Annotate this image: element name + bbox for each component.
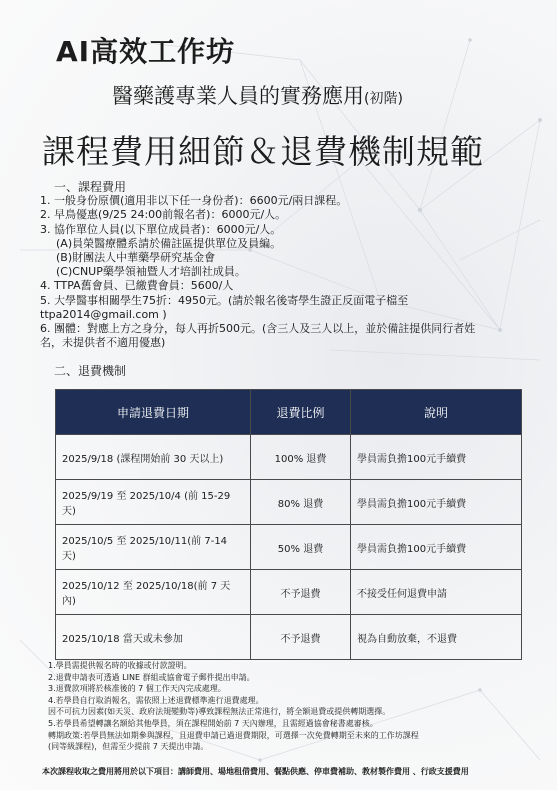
note-line: 2.退費申請表可透過 LINE 群組或協會電子郵件提出申請。 xyxy=(48,672,255,682)
fee-line: 2. 早鳥優惠(9/25 24:00前報名者)：6000元/人。 xyxy=(40,208,287,222)
refund-ratio: 不予退費 xyxy=(251,570,351,615)
note-line: 5.若學員希望轉讓名額給其他學員，須在課程開始前 7 天內辦理，且需經過協會秘書處審核。 xyxy=(48,718,378,728)
fee-line: 4. TTPA舊會員、已繳費會員：5600/人 xyxy=(40,279,234,293)
refund-table xyxy=(55,389,522,660)
fee-line: 6. 團體：對應上方之身分，每人再折500元。(含三人及三人以上，並於備註提供同行者姓 xyxy=(40,322,476,336)
note-line: 因不可抗力因素(如天災、政府法規變動等)導致課程無法正常進行，將全額退費或提供轉期選擇。 xyxy=(48,707,391,717)
fee-line: (A)員榮醫療體系請於備註區提供單位及員編。 xyxy=(56,236,282,250)
refund-note: 學員需負擔100元手續費 xyxy=(351,480,522,525)
subtitle-text: 醫藥護專業人員的實務應用 xyxy=(112,84,364,108)
refund-note: 學員需負擔100元手續費 xyxy=(351,435,522,480)
refund-note: 視為自動放棄，不退費 xyxy=(351,615,522,660)
column-header: 退費比例 xyxy=(251,390,351,435)
refund-note: 學員需負擔100元手續費 xyxy=(351,525,522,570)
refund-heading: 二、退費機制 xyxy=(54,364,127,378)
table-header-row xyxy=(56,390,522,435)
refund-date: 2025/9/19 至 2025/10/4 (前 15-29 天) xyxy=(56,480,251,525)
refund-note: 不接受任何退費申請 xyxy=(351,570,522,615)
table-row xyxy=(56,615,522,660)
fee-line: (C)CNUP藥學領袖暨人才培訓社成員。 xyxy=(56,265,246,279)
refund-ratio: 50% 退費 xyxy=(251,525,351,570)
column-header: 申請退費日期 xyxy=(56,390,251,435)
fees-section xyxy=(40,180,530,350)
refund-ratio: 100% 退費 xyxy=(251,435,351,480)
refund-date: 2025/10/18 當天或未參加 xyxy=(56,615,251,660)
fee-line: ttpa2014@gmail.com ) xyxy=(40,307,167,321)
fee-line: 5. 大學醫事相關學生75折：4950元。(請於報名後寄學生證正反面電子檔至 xyxy=(40,293,409,307)
fee-line: 1. 一般身份原價(適用非以下任一身份者)：6600元/兩日課程。 xyxy=(40,194,348,208)
table-row xyxy=(56,480,522,525)
note-line: (同等級課程)，但需至少提前 7 天提出申請。 xyxy=(48,742,209,752)
footer-note: 本次課程收取之費用將用於以下項目：講師費用、場地租借費用、餐點供應、停車費補助、教材製作費用 、行政支援費用 xyxy=(42,767,469,776)
refund-ratio: 不予退費 xyxy=(251,615,351,660)
page-title: 課程費用細節＆退費機制規範 xyxy=(42,132,484,171)
level-label: (初階) xyxy=(364,91,403,107)
fees-heading: 一、課程費用 xyxy=(54,180,127,194)
notes-section xyxy=(48,660,548,753)
workshop-subtitle xyxy=(112,80,403,110)
column-header: 說明 xyxy=(351,390,522,435)
fee-line: (B)財團法人中華藥學研究基金會 xyxy=(56,251,216,265)
refund-date: 2025/10/12 至 2025/10/18(前 7 天內) xyxy=(56,570,251,615)
note-line: 1.學員需提供報名時的收據或付款證明。 xyxy=(48,661,192,670)
fee-line: 名，未提供者不適用優惠) xyxy=(40,336,166,350)
note-line: 轉期政策:若學員無法如期參與課程，且退費申請已過退費期限，可選擇一次免費轉期至未來的工作坊課程 xyxy=(48,730,419,740)
refund-date: 2025/10/5 至 2025/10/11(前 7-14 天) xyxy=(56,525,251,570)
note-line: 3.退費款項將於核准後的 7 個工作天內完成處理。 xyxy=(48,684,226,694)
refund-date: 2025/9/18 (課程開始前 30 天以上) xyxy=(56,435,251,480)
fee-line: 3. 協作單位人員(以下單位成員者)：6000元/人。 xyxy=(40,222,282,236)
table-row xyxy=(56,435,522,480)
table-row xyxy=(56,525,522,570)
refund-ratio: 80% 退費 xyxy=(251,480,351,525)
table-row xyxy=(56,570,522,615)
note-line: 4.若學員自行取消報名，需依照上述退費標準進行退費處理。 xyxy=(48,695,264,705)
workshop-title: AI高效工作坊 xyxy=(56,35,236,68)
